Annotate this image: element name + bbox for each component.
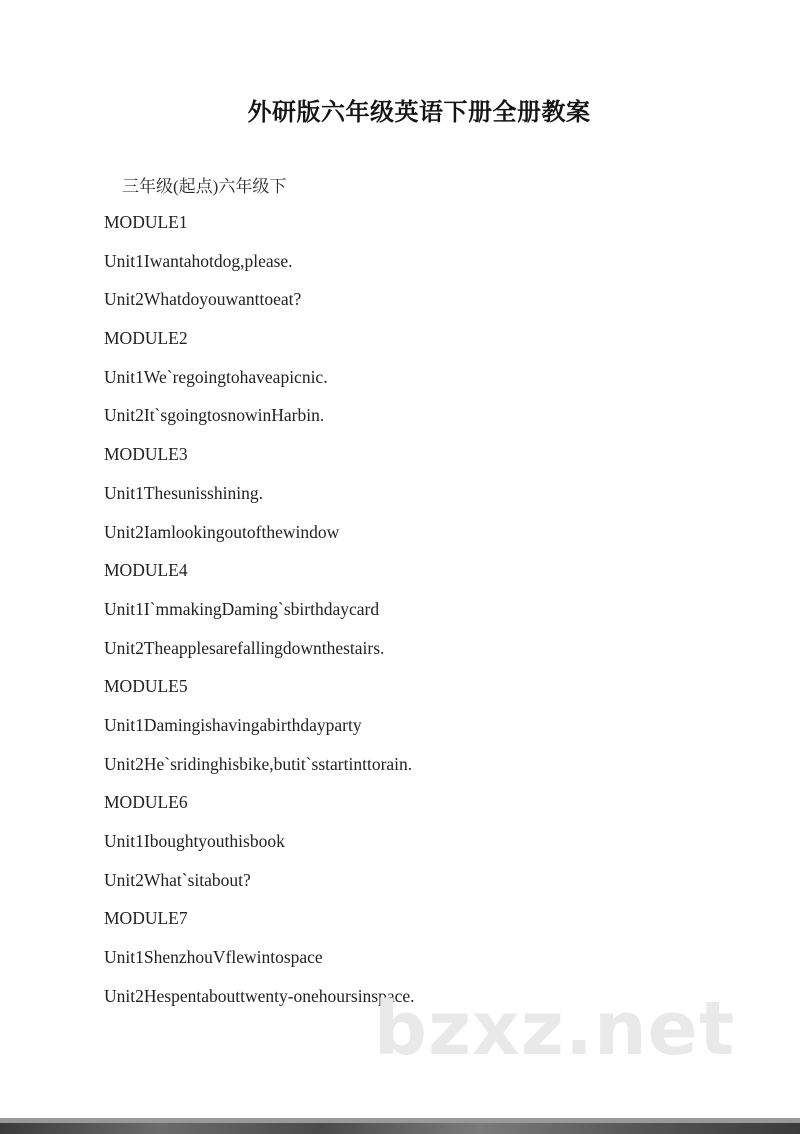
contents-line: Unit1Iboughtyouthisbook <box>104 831 285 851</box>
contents-line: Unit2Iamlookingoutofthewindow <box>104 521 340 542</box>
page-edge-divider <box>0 1118 800 1123</box>
contents-line: Unit2Whatdoyouwanttoeat? <box>104 289 302 310</box>
contents-line: MODULE2 <box>104 328 188 349</box>
contents-line: Unit1Damingishavingabirthdayparty <box>104 714 362 735</box>
contents-line: Unit2What`sitabout? <box>104 869 251 890</box>
contents-line: Unit1Thesunisshining. <box>104 482 263 503</box>
contents-line: MODULE3 <box>104 444 188 465</box>
contents-line: Unit1Iwantahotdog,please. <box>104 250 293 271</box>
document-subtitle: 三年级(起点)六年级下 <box>122 177 287 196</box>
document-title: 外研版六年级英语下册全册教案 <box>247 98 591 126</box>
contents-line: Unit2He`sridinghisbike,butit`sstartinttorain. <box>104 753 413 774</box>
contents-line: Unit1I`mmakingDaming`sbirthdaycard <box>104 598 380 619</box>
contents-line: Unit2Hespentabouttwenty-onehoursinspace. <box>104 985 415 1006</box>
contents-line: MODULE5 <box>104 676 188 697</box>
contents-line: Unit2Theapplesarefallingdownthestairs. <box>104 637 385 658</box>
contents-line: MODULE4 <box>104 560 188 581</box>
bottom-edge-strip <box>0 1118 800 1134</box>
contents-line: Unit2It`sgoingtosnowinHarbin. <box>104 405 325 426</box>
watermark-text: bzxz.net <box>374 986 736 1072</box>
contents-line: MODULE7 <box>104 908 188 929</box>
contents-line: MODULE1 <box>104 212 188 232</box>
contents-line: MODULE6 <box>104 792 188 813</box>
contents-list <box>104 211 415 1023</box>
contents-line: Unit1We`regoingtohaveapicnic. <box>104 366 328 387</box>
contents-line: Unit1ShenzhouVflewintospace <box>104 947 323 968</box>
